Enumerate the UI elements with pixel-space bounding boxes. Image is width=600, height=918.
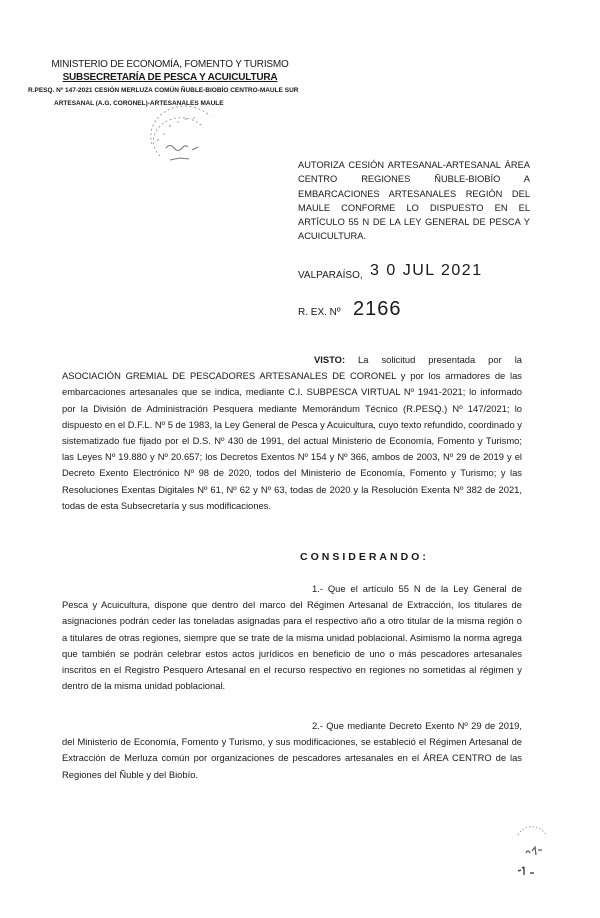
reference-line: R.PESQ. Nº 147-2021 CESIÓN MERLUZA COMÚN ÑUBLE-BIOBÍO CENTRO-MAULE SUR (28, 87, 299, 94)
visto-label: VISTO: (314, 354, 346, 365)
visto-text: La solicitud presentada por la ASOCIACIÓN GREMIAL DE PESCADORES ARTESANALES DE CORONEL y por los armadores de las embarcaciones artesanales que se indica, mediante C.I. SUBPESCA VIRTUAL Nº 1941-2021; lo informado por la División de Administración Pesquera mediante Memorándum Técnico (R.PESQ.) Nº 147/2021; lo dispuesto en el D.F.L. Nº 5 de 1983, la Ley General de Pesca y Acuicultura, cuyo texto refundido, coordinado y sistematizado fue fijado por el D.S. Nº 430 de 1991, del actual Ministerio de Economía, Fomento y Turismo; las Leyes Nº 19.880 y Nº 20.657; los Decretos Exentos Nº 154 y Nº 366, ambos de 2003, Nº 29 de 2019 y el Decreto Exento Electrónico Nº 98 de 2020, todos del Ministerio de Economía, Fomento y Turismo; y las Resoluciones Exentas Digitales Nº 61, Nº 62 y Nº 63, todas de 2020 y la Resolución Exenta Nº 382 de 2021, todas de esta Subsecretaría y sus modificaciones. (62, 354, 522, 511)
ministry-name: MINISTERIO DE ECONOMÍA, FOMENTO Y TURISMO (51, 59, 289, 70)
page-foliation-stamp-icon (512, 825, 552, 877)
considerando-paragraph: 2.- Que mediante Decreto Exento Nº 29 de 2019, del Ministerio de Economía, Fomento y Turismo, y sus modificaciones, se estableció el Régimen Artesanal de Extracción de Merluza común por organizaciones de pescadores artesanales en el ÁREA CENTRO de las Regiones del Ñuble y del Biobío. (62, 720, 522, 780)
official-seal-stamp-icon (140, 104, 230, 174)
rex-number: 2166 (353, 298, 402, 320)
resolution-date: 3 0 JUL 2021 (370, 262, 483, 279)
undersecretariat-name: SUBSECRETARÍA DE PESCA Y ACUICULTURA (62, 72, 278, 83)
place-label: VALPARAÍSO, (298, 270, 363, 281)
resolution-summary: AUTORIZA CESIÓN ARTESANAL-ARTESANAL ÁREA CENTRO REGIONES ÑUBLE-BIOBÍO A EMBARCACIONES ARTESANALES REGIÓN DEL MAULE CONFORME LO DISPUESTO EN EL ARTÍCULO 55 N DE LA LEY GENERAL DE PESCA Y ACUICULTURA. (298, 160, 530, 242)
considerando-heading: CONSIDERANDO: (300, 551, 429, 563)
considerando-paragraph: 1.- Que el artículo 55 N de la Ley General de Pesca y Acuicultura, dispone que dentro del marco del Régimen Artesanal de Extracción, los titulares de asignaciones podrán ceder las toneladas asignadas para el respectivo año a otro titular de la misma región o a titulares de otras regiones, siempre que se trate de la misma unidad poblacional. Asimismo la norma agrega que también se podrán celebrar estos actos jurídicos en beneficio de uno o más pescadores artesanales inscritos en el Registro Pesquero Artesanal en el recurso respectivo en regiones no sometidas al régimen y dentro de la misma unidad poblacional. (62, 583, 522, 692)
letterhead (28, 58, 300, 110)
reference-line: ARTESANAL (A.G. CORONEL)-ARTESANALES MAULE (54, 100, 224, 107)
visto-paragraph (62, 352, 522, 514)
rex-label: R. EX. Nº (298, 307, 341, 318)
